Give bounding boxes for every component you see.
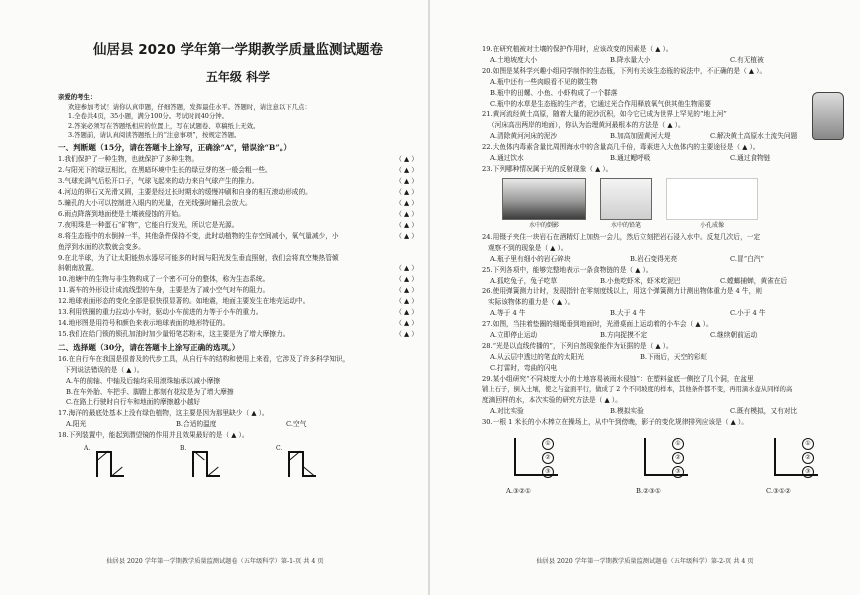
- q23-figure-b: [600, 178, 652, 229]
- q27-option-a: A.立即停止运动: [490, 331, 538, 340]
- answer-mark: （ ▲ ）: [395, 188, 418, 197]
- judge-question-text: 15.我们在给门锁的锁孔加油时加少量铅笔芯粉末，这主要是为了增大摩擦力。: [58, 329, 290, 338]
- judge-question: [58, 154, 418, 165]
- question-17: 17.海洋的最底处基本上没有绿色植物，这主要是因为那里缺少（ ▲ ）。: [58, 409, 269, 418]
- q22-option-c: C.通过食物链: [730, 154, 771, 163]
- q20-option-a: A.瓶中还有一些肉眼看不见的微生物: [490, 77, 598, 86]
- question-20: 20.如图是某科学兴趣小组同学制作的生态瓶，下列有关该生态瓶的说法中，不正确的是（ ▲ ）。: [482, 66, 767, 75]
- judge-question-text: 12.地球表面形态的变化全部是很快很显著的。如地震，地面主要发生在地壳运动中。: [58, 297, 310, 306]
- judge-question: [58, 209, 418, 220]
- judge-question: [58, 176, 418, 187]
- judge-question: [58, 165, 418, 176]
- q24-option-a: A.瓶子里有细小的岩石碎块: [490, 254, 571, 263]
- q26-option-c: C.小于 4 牛: [730, 309, 766, 318]
- shadow-figure-b: [636, 434, 696, 486]
- note-2: 2.答案必须写在答题纸相应的位置上，写在试题卷、草稿纸上无效。: [68, 121, 260, 130]
- q30-num-c1: ①: [802, 438, 814, 450]
- q23-caption-c: 小孔成像: [699, 221, 724, 229]
- judge-question: [58, 253, 418, 264]
- q19-options: [482, 55, 844, 66]
- q21-options: [482, 131, 844, 142]
- q30-options: [482, 486, 844, 497]
- judge-question: [58, 231, 418, 242]
- judge-question: [58, 274, 418, 285]
- q16-option-b: B.在车外胎、车把手、脚蹬上都刻有花纹是为了增大摩擦: [66, 387, 234, 396]
- q25-option-c: C.螳螂捕蝉，黄雀在后: [720, 276, 788, 285]
- q19-option-a: A.土地坡度大小: [490, 55, 538, 64]
- q23-figure-a: [502, 178, 586, 229]
- judge-question-text: 斜朝南放置。: [58, 264, 99, 273]
- question-28: 28.“光是以直线传播的”，下列自然现象能作为证据的是（ ▲ ）。: [482, 341, 673, 350]
- q29-options: [482, 406, 844, 417]
- q29-option-c: C.既有模拟，又有对比: [730, 407, 798, 416]
- answer-mark: （ ▲ ）: [395, 199, 418, 208]
- note-3: 3.答题前，请认真阅读答题纸上的“注意事项”，按规定答题。: [68, 131, 241, 139]
- q30-option-a: A.③②①: [506, 487, 531, 496]
- answer-mark: （ ▲ ）: [395, 209, 418, 218]
- judge-question: [58, 220, 418, 231]
- q23-figure-c: [666, 178, 758, 229]
- q22-option-b: B.通过鳃呼吸: [610, 154, 651, 163]
- question-18: 18.下列装置中，能起到潜望镜的作用并且效果最好的是（ ▲ ）。: [58, 431, 249, 440]
- q17-option-a: A.阳光: [66, 420, 87, 429]
- question-19: 19.在研究植被对土壤的保护作用时，应该改变的因素是（ ▲ ）。: [482, 45, 673, 53]
- q30-num-b1: ①: [672, 438, 684, 450]
- question-24-b: 观察不到的现象是（ ▲ ）。: [488, 243, 568, 252]
- exam-title: 仙居县 2020 学年第一学期教学质量监测试题卷: [93, 42, 383, 58]
- q18-figures: [84, 445, 418, 481]
- q21-option-a: A.清除黄河河床的泥沙: [490, 132, 558, 141]
- question-26: 26.使用弹簧测力计时，发现指针在零刻度线以上，用这个弹簧测力计测出物体重力是 4 牛，则: [482, 287, 762, 296]
- intro: 欢迎参加考试！请你认真审题，仔细答题，发挥最佳水平。答题时，请注意以下几点：: [68, 102, 311, 111]
- q30-num-b3: ③: [672, 466, 684, 478]
- judge-question: [58, 198, 418, 209]
- answer-mark: （ ▲ ）: [395, 177, 418, 186]
- answer-mark: （ ▲ ）: [395, 264, 418, 273]
- section-choice: 二、选择题（30分，请在答题卡上涂写正确的选项。）: [58, 342, 240, 352]
- judge-question: [58, 296, 418, 307]
- q20-option-c: C.瓶中的水草是生态瓶的生产者，它通过光合作用释放氧气供其他生物需要: [490, 99, 712, 108]
- question-24: 24.用镊子夹住一块岩石在酒精灯上加热一会儿，然后立刻把岩石浸入水中。反复几次后，一定: [482, 232, 761, 241]
- q30-num-b2: ②: [672, 452, 684, 464]
- answer-mark: （ ▲ ）: [395, 297, 418, 306]
- section-judge: 一、判断题（15分，请在答题卡上涂写，正确涂“A”，错误涂“B”。）: [58, 143, 292, 153]
- judge-question: [58, 285, 418, 296]
- question-21-b: （河床高出两岸的地面），你认为治理黄河最根本的方法是（ ▲ ）。: [488, 121, 685, 130]
- left-column: [58, 38, 418, 481]
- q24-options: [482, 254, 844, 265]
- q25-option-a: A.狐吃兔子，兔子吃草: [490, 276, 558, 285]
- q26-options: [482, 308, 844, 319]
- answer-mark: （ ▲ ）: [395, 286, 418, 295]
- q25-options: [482, 276, 844, 287]
- q30-num-a1: ①: [542, 438, 554, 450]
- q30-num-a2: ②: [542, 452, 554, 464]
- periscope-figure-a: [84, 445, 140, 481]
- q22-option-a: A.通过饮水: [490, 154, 524, 163]
- judge-question: [58, 242, 418, 253]
- exam-page-right: [430, 0, 860, 595]
- judge-question-text: 7.夜明珠是一种蛋石“矿物”，它能自行发光，所以它是光源。: [58, 220, 239, 229]
- periscope-figure-b: [180, 445, 236, 481]
- question-30: 30.一根 1 米长的小木棒立在操场上，从中午到傍晚，影子的变化规律排列应该是（ ▲ ）。: [482, 418, 748, 427]
- q18-label-b: B.: [180, 445, 187, 453]
- judge-question: [58, 307, 418, 318]
- q26-option-b: B.大于 4 牛: [610, 309, 646, 318]
- q17-option-b: B.合适的温度: [176, 420, 217, 429]
- q25-option-b: B.小鱼吃虾米，虾米吃泥巴: [600, 276, 681, 285]
- pinhole-diagram: [666, 178, 758, 220]
- footer-right: 仙居县 2020 学年第一学期教学质量监测试题卷（五年级科学）第-2-页 共 4 页: [536, 558, 754, 565]
- q23-caption-b: 水中的铅笔: [610, 221, 641, 229]
- shadow-figure-a: [506, 434, 566, 486]
- judge-question-text: 2.与阳光下的绿豆相比，在黑暗环境中生长的绿豆芽的茎一般会粗一些。: [58, 166, 272, 175]
- answer-mark: （ ▲ ）: [395, 319, 418, 327]
- exam-subtitle: 五年级 科学: [205, 70, 271, 84]
- reflection-photo: [502, 178, 586, 220]
- q16-option-c: C.在路上行驶时自行车和地面的摩擦越小越好: [66, 398, 201, 407]
- judge-question-text: 4.河边的卵石又光滑又圆，主要是经过长时期水的缓慢冲刷和自身的相互滚动形成的。: [58, 188, 312, 197]
- judge-question-text: 13.利用铁圈的重力拉动小车时，驱动小车前进的力等于小车的重力。: [58, 308, 263, 317]
- judge-question-text: 14.地形图是用符号和颜色来表示地球表面的地形特征的。: [58, 319, 230, 327]
- answer-mark: （ ▲ ）: [395, 155, 418, 164]
- judge-question: [58, 187, 418, 198]
- answer-mark: （ ▲ ）: [395, 231, 418, 240]
- question-25: 25.下列各项中，能够完整地表示一条食物链的是（ ▲ ）。: [482, 265, 653, 274]
- periscope-figure-c: [276, 445, 332, 481]
- q20-option-b: B.瓶中的田螺、小鱼、小虾构成了一个群落: [490, 88, 618, 97]
- q30-option-b: B.②③①: [636, 487, 662, 496]
- answer-mark: （ ▲ ）: [395, 220, 418, 229]
- question-23: 23.下列哪种情况属于光的反射现象（ ▲ ）。: [482, 164, 613, 173]
- q27-options: [482, 330, 844, 341]
- question-16-b: 下列说法错误的是（ ▲ ）。: [64, 365, 144, 374]
- q22-options: [482, 153, 844, 164]
- question-29: 29.某小组研究“不同坡度大小的土地容易被雨水侵蚀”：在塑料盆底一侧挖了几个洞，在盆里: [482, 374, 754, 383]
- note-1: 1.全卷共4页，35小题，满分100分。考试时间40分钟。: [68, 112, 229, 121]
- q29-option-b: B.模拟实验: [610, 407, 644, 416]
- question-29-b: 铺上石子，倒入土壤，使之与盆面平行，做成了 2 个不同坡度的样本，其他条件都不变，再用滴水壶从同样的高: [482, 385, 793, 393]
- footer-left: 仙居县 2020 学年第一学期教学质量监测试题卷（五年级科学）第-1-页 共 4 页: [106, 558, 324, 565]
- q16-option-a: A.车的前轴、中轴及后轴均采用滚珠轴承以减小摩擦: [66, 376, 221, 385]
- question-21: 21.黄河流经黄土高原，随着大量的泥沙沉积，如今它已成为世界上罕见的“地上河”: [482, 110, 727, 119]
- q18-label-c: C.: [276, 445, 283, 453]
- greeting: 亲爱的考生：: [58, 93, 97, 101]
- q17-option-c: C.空气: [286, 420, 307, 429]
- judge-question-text: 5.瞳孔的大小可以控制进入眼内的光量，在光线强时瞳孔会放大。: [58, 199, 252, 208]
- q27-option-c: C.继续朝前运动: [710, 331, 758, 340]
- q24-option-b: B.岩石变得光亮: [630, 254, 678, 263]
- shadow-figure-c: [766, 434, 826, 486]
- q18-label-a: A.: [84, 445, 91, 453]
- judge-question-text: 6.雨点降落到地面使是土壤被侵蚀的开始。: [58, 209, 185, 218]
- q28-option-c: C.打雷时，弯曲的闪电: [490, 363, 558, 372]
- judge-question-text: 8.将生态瓶中的水倒掉一半，其他条件保持不变，此时动植物的生存空间减小，氧气量减少，小: [58, 231, 339, 240]
- q21-option-b: B.加高加固黄河大堤: [610, 132, 671, 141]
- judge-question-text: 11.赛车的外形设计成流线型的车身，主要是为了减小空气对车的阻力。: [58, 286, 270, 295]
- q19-option-b: B.降水量大小: [610, 55, 651, 64]
- q30-num-a3: ③: [542, 466, 554, 478]
- question-29-c: 度滴回样的水，本次实验的研究方法是（ ▲ ）。: [482, 396, 622, 405]
- q23-figures: [502, 178, 844, 229]
- q30-option-c: C.③①②: [766, 487, 791, 496]
- q28-options-ab: [482, 352, 844, 363]
- question-26-b: 实际该物体的重力是（ ▲ ）。: [488, 298, 575, 307]
- answer-mark: （ ▲ ）: [395, 166, 418, 175]
- q30-figures: [506, 434, 844, 486]
- q17-options: [58, 419, 418, 430]
- judge-question: [58, 263, 418, 274]
- right-column: [482, 44, 844, 497]
- q23-caption-a: 水中的倒影: [528, 221, 559, 229]
- q21-option-c: C.解决黄土高原水土流失问题: [710, 132, 798, 141]
- pencil-in-water-photo: [600, 178, 652, 220]
- judge-question-text: 10.池塘中的生物与非生物构成了一个密不可分的整体，称为生态系统。: [58, 275, 270, 284]
- judge-list: [58, 154, 418, 339]
- question-27: 27.如图，当挂着垫圈的细绳垂到地面时，光滑桌面上运动着的小车会（ ▲ ）。: [482, 320, 713, 329]
- judge-question-text: 3.气球充满气后松开口子，气球飞起来的动力来自气球产生的推力。: [58, 177, 259, 186]
- judge-question-text: 9.在北半球，为了让太阳能热水器尽可能多的时间与阳光发生垂直照射，我们会将真空集热管倾: [58, 253, 339, 262]
- q30-num-c3: ③: [802, 466, 814, 478]
- judge-question: [58, 329, 418, 340]
- judge-question: [58, 318, 418, 329]
- judge-question-text: 鱼浮到水面的次数就会变多。: [58, 242, 145, 251]
- question-22: 22.大鱼体内毒素含量比周围海水中的含量高几千倍，毒素进入大鱼体内的主要途径是（ ▲ ）。: [482, 143, 760, 152]
- q30-num-c2: ②: [802, 452, 814, 464]
- q27-option-b: B.方向捉摸不定: [600, 331, 648, 340]
- answer-mark: （ ▲ ）: [395, 329, 418, 338]
- answer-mark: （ ▲ ）: [395, 308, 418, 317]
- q19-option-c: C.有无植被: [730, 55, 764, 64]
- judge-question-text: 1.我们保护了一种生物，也就保护了多种生物。: [58, 155, 199, 164]
- q24-option-c: C.冒“白汽”: [730, 254, 764, 263]
- q28-option-b: B.下雨后，天空的彩虹: [640, 352, 708, 361]
- q29-option-a: A.对比实验: [490, 407, 524, 416]
- question-16: 16.在自行车在我国是很普及的代步工具，从自行车的结构和使用上来看，它涉及了许多科学知识，: [58, 354, 350, 363]
- q26-option-a: A.等于 4 牛: [490, 309, 526, 318]
- q28-option-a: A.从云层中透过的笔直的太阳光: [490, 352, 584, 361]
- answer-mark: （ ▲ ）: [395, 275, 418, 284]
